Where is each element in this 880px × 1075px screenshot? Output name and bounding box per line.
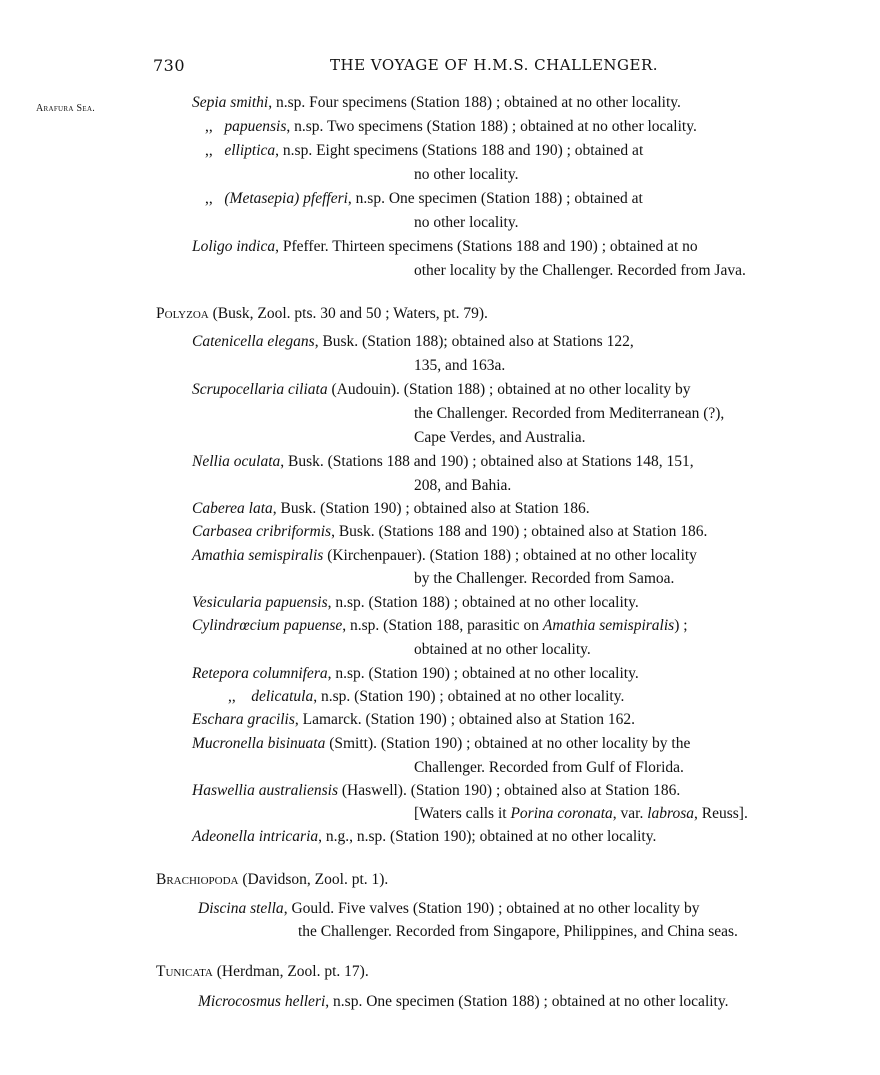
species-entry bbox=[192, 547, 697, 565]
species-record: (Haswell). (Station 190) ; obtained also at Station 186. bbox=[337, 782, 681, 799]
species-record: (Kirchenpauer). (Station 188) ; obtained at no other locality bbox=[323, 547, 697, 564]
species-name: papuensis bbox=[224, 118, 287, 135]
page-number: 730 bbox=[153, 56, 186, 75]
species-entry bbox=[192, 617, 688, 635]
species-record: , Lamarck. (Station 190) ; obtained also at Station 162. bbox=[294, 711, 635, 728]
species-name: Mucronella bisinuata bbox=[192, 735, 326, 752]
continuation-line: no other locality. bbox=[414, 214, 519, 231]
species-entry bbox=[192, 665, 639, 683]
group-name: Tunicata bbox=[156, 963, 213, 980]
species-entry bbox=[192, 94, 681, 112]
section-heading-polyzoa bbox=[156, 305, 488, 323]
species-entry bbox=[228, 688, 624, 706]
species-record: , n.sp. One specimen (Station 188) ; obtained at bbox=[347, 190, 643, 207]
species-name: Vesicularia papuensis bbox=[192, 594, 328, 611]
species-entry bbox=[192, 333, 634, 351]
species-entry bbox=[192, 711, 635, 729]
species-entry bbox=[192, 735, 690, 753]
continuation-line: the Challenger. Recorded from Mediterranean (?), bbox=[414, 405, 725, 422]
group-name: Polyzoa bbox=[156, 305, 209, 322]
continuation-line: Cape Verdes, and Australia. bbox=[414, 429, 586, 446]
continuation-line: other locality by the Challenger. Recorded from Java. bbox=[414, 262, 746, 279]
species-record: , n.sp. (Station 190) ; obtained at no other locality. bbox=[313, 688, 625, 705]
species-name: Loligo indica bbox=[192, 238, 276, 255]
species-entry bbox=[205, 142, 643, 160]
ditto-mark: ,, bbox=[205, 118, 213, 135]
species-name: Nellia oculata bbox=[192, 453, 281, 470]
species-record-end: ) ; bbox=[674, 617, 688, 634]
species-record: , Gould. Five valves (Station 190) ; obtained at no other locality by bbox=[283, 900, 700, 917]
host-species-name: Amathia semispiralis bbox=[542, 617, 675, 634]
group-reference: (Busk, Zool. pts. 30 and 50 ; Waters, pt. 79). bbox=[208, 305, 488, 322]
species-entry bbox=[205, 190, 643, 208]
running-title: THE VOYAGE OF H.M.S. CHALLENGER. bbox=[330, 56, 659, 74]
margin-note: Arafura Sea. bbox=[36, 103, 96, 114]
continuation-line bbox=[414, 805, 748, 823]
species-name: delicatula bbox=[251, 688, 314, 705]
continuation-line: 208, and Bahia. bbox=[414, 477, 512, 494]
species-entry bbox=[192, 238, 698, 256]
species-record: , n.sp. One specimen (Station 188) ; obtained at no other locality. bbox=[325, 993, 729, 1010]
note-text: [Waters calls it bbox=[414, 805, 511, 822]
species-name: Eschara gracilis bbox=[192, 711, 295, 728]
species-name: Cylindrœcium papuense bbox=[192, 617, 343, 634]
species-name: Caberea lata bbox=[192, 500, 273, 517]
species-record: , n.sp. (Station 188, parasitic on bbox=[342, 617, 543, 634]
species-name: (Metasepia) pfefferi bbox=[224, 190, 348, 207]
species-name: Catenicella elegans bbox=[192, 333, 315, 350]
section-heading-tunicata bbox=[156, 963, 369, 981]
species-name: Amathia semispiralis bbox=[192, 547, 324, 564]
species-name: Sepia smithi bbox=[192, 94, 269, 111]
note-text: , Reuss]. bbox=[694, 805, 748, 822]
species-entry bbox=[192, 381, 691, 399]
species-name: Carbasea cribriformis bbox=[192, 523, 332, 540]
species-entry bbox=[192, 828, 656, 846]
ditto-mark: ,, bbox=[205, 142, 213, 159]
species-name: Retepora columnifera bbox=[192, 665, 328, 682]
species-name: Adeonella intricaria bbox=[192, 828, 319, 845]
continuation-line: no other locality. bbox=[414, 166, 519, 183]
species-record: , n.sp. (Station 188) ; obtained at no other locality. bbox=[327, 594, 639, 611]
species-name: Discina stella bbox=[198, 900, 284, 917]
species-record: , Busk. (Station 190) ; obtained also at Station 186. bbox=[272, 500, 590, 517]
species-record: (Audouin). (Station 188) ; obtained at no other locality by bbox=[327, 381, 691, 398]
species-entry bbox=[205, 118, 697, 136]
species-record: , n.g., n.sp. (Station 190); obtained at no other locality. bbox=[318, 828, 657, 845]
continuation-line: obtained at no other locality. bbox=[414, 641, 591, 658]
species-entry bbox=[192, 523, 707, 541]
species-name: Porina coronata bbox=[510, 805, 613, 822]
species-record: , Busk. (Station 188); obtained also at Stations 122, bbox=[314, 333, 634, 350]
note-text: , var. bbox=[612, 805, 648, 822]
ditto-mark: ,, bbox=[205, 190, 213, 207]
group-reference: (Davidson, Zool. pt. 1). bbox=[238, 871, 389, 888]
species-record: , n.sp. (Station 190) ; obtained at no other locality. bbox=[327, 665, 639, 682]
species-record: , n.sp. Two specimens (Station 188) ; obtained at no other locality. bbox=[286, 118, 697, 135]
continuation-line: by the Challenger. Recorded from Samoa. bbox=[414, 570, 675, 587]
species-record: (Smitt). (Station 190) ; obtained at no other locality by the bbox=[325, 735, 691, 752]
species-name: Haswellia australiensis bbox=[192, 782, 338, 799]
group-reference: (Herdman, Zool. pt. 17). bbox=[212, 963, 369, 980]
species-name: Scrupocellaria ciliata bbox=[192, 381, 328, 398]
species-entry bbox=[192, 453, 694, 471]
species-record: , Busk. (Stations 188 and 190) ; obtained also at Stations 148, 151, bbox=[280, 453, 694, 470]
species-record: , n.sp. Four specimens (Station 188) ; obtained at no other locality. bbox=[268, 94, 681, 111]
variety-name: labrosa bbox=[647, 805, 695, 822]
species-entry bbox=[198, 900, 700, 918]
group-name: Brachiopoda bbox=[156, 871, 239, 888]
species-record: , Pfeffer. Thirteen specimens (Stations 188 and 190) ; obtained at no bbox=[275, 238, 698, 255]
species-record: , n.sp. Eight specimens (Stations 188 and 190) ; obtained at bbox=[275, 142, 644, 159]
species-entry bbox=[192, 500, 590, 518]
continuation-line: 135, and 163a. bbox=[414, 357, 506, 374]
species-entry bbox=[198, 993, 728, 1011]
species-record: , Busk. (Stations 188 and 190) ; obtained also at Station 186. bbox=[331, 523, 708, 540]
section-heading-brachiopoda bbox=[156, 871, 388, 889]
species-entry bbox=[192, 594, 639, 612]
species-entry bbox=[192, 782, 680, 800]
ditto-mark: ,, bbox=[228, 688, 236, 705]
species-name: elliptica bbox=[224, 142, 276, 159]
continuation-line: Challenger. Recorded from Gulf of Florida. bbox=[414, 759, 684, 776]
continuation-line: the Challenger. Recorded from Singapore, Philippines, and China seas. bbox=[298, 923, 738, 940]
species-name: Microcosmus helleri bbox=[198, 993, 326, 1010]
